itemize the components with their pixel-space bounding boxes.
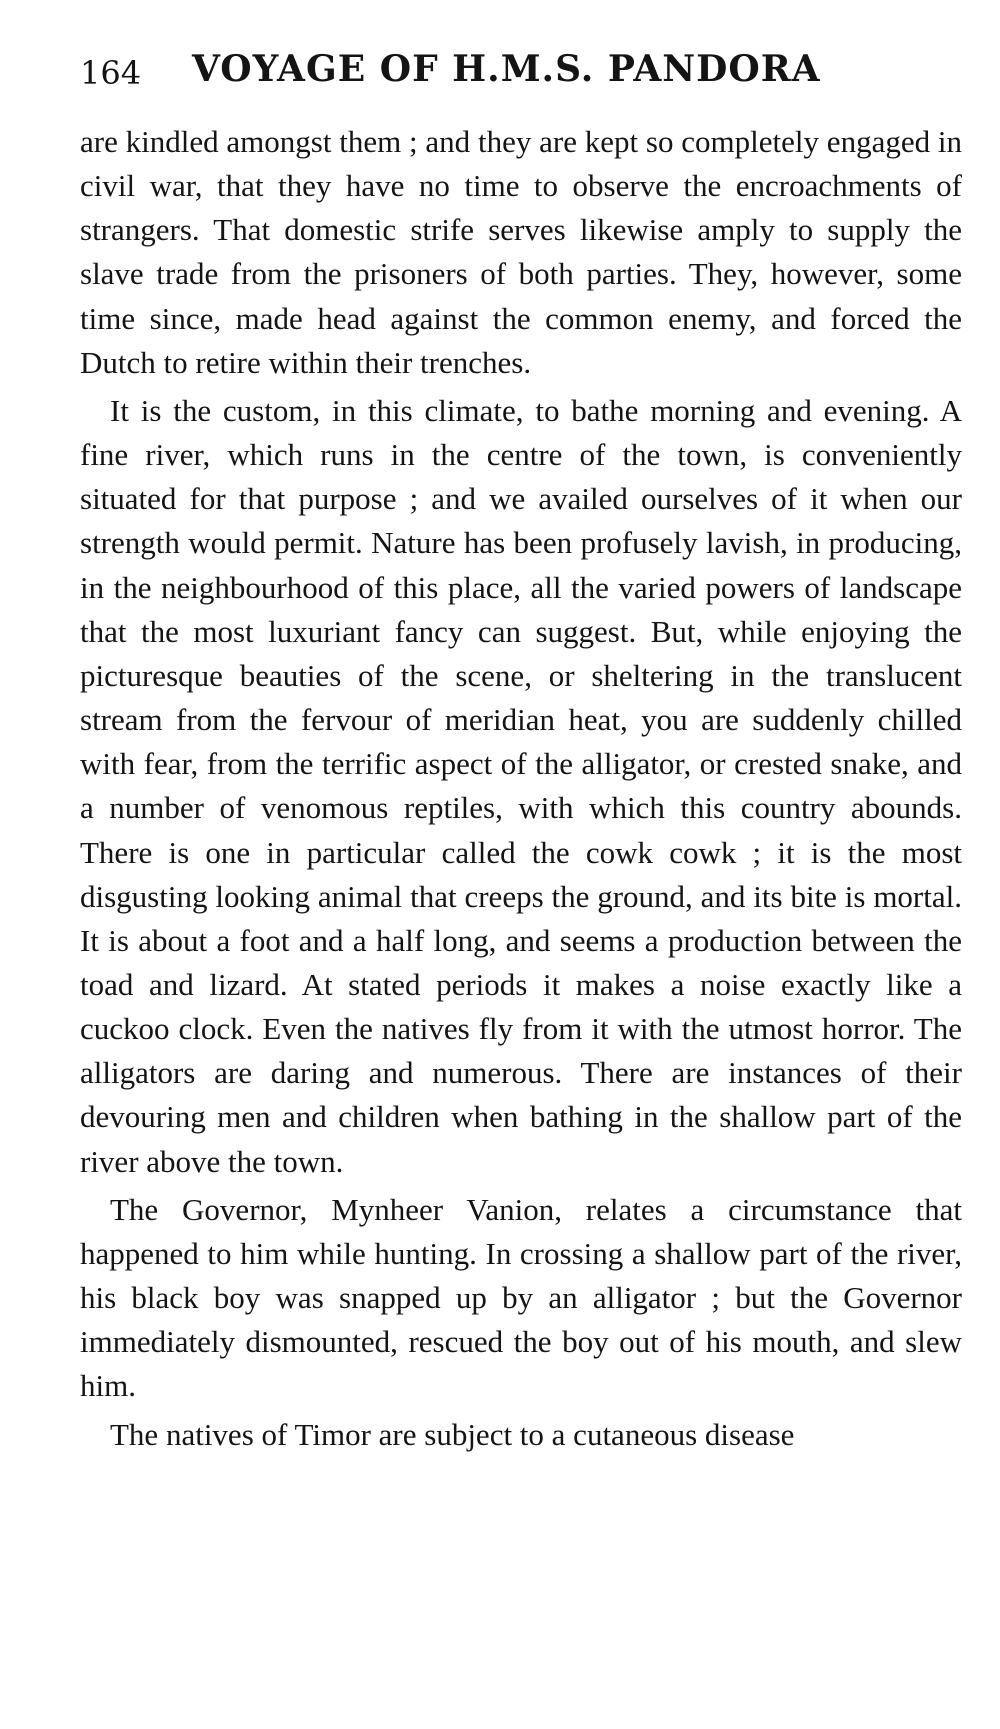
running-title: VOYAGE OF H.M.S. PANDORA bbox=[192, 48, 821, 90]
body-text bbox=[80, 120, 962, 1461]
paragraph-natives: The natives of Timor are subject to a cutaneous disease bbox=[110, 1416, 795, 1452]
page-header bbox=[80, 44, 960, 104]
page-number: 164 bbox=[80, 54, 142, 92]
paragraph-bathing: It is the custom, in this climate, to bathe morning and evening. A fine river, which runs in the centre of the town, is conveniently situated for that purpose ; and we availed ourselves of it when our strength would permit. Nature has been profusely lavish, in producing, in the neighbourhood of this place, all the varied powers of landscape that the most luxuriant fancy can suggest. But, while enjoying the picturesque beauties of the scene, or sheltering in the translucent stream from the fervour of meridian heat, you are suddenly chilled with fear, from the terrific aspect of the alligator, or crested snake, and a number of venomous reptiles, with which this country abounds. There is one in particular called the cowk cowk ; it is the most disgusting looking animal that creeps the ground, and its bite is mortal. It is about a foot and a half long, and seems a production between the toad and lizard. At stated periods it makes a noise exactly like a cuckoo clock. Even the natives fly from it with the utmost horror. The alligators are daring and numerous. There are instances of their devouring men and children when bathing in the shallow part of the river above the town. bbox=[80, 392, 962, 1179]
paragraph-governor: The Governor, Mynheer Vanion, relates a circumstance that happened to him while hunting. In crossing a shallow part of the river, his black boy was snapped up by an alligator ; but the Governor immediately dismounted, rescued the boy out of his mouth, and slew him. bbox=[80, 1191, 962, 1404]
paragraph-continued: are kindled amongst them ; and they are kept so completely engaged in civil war, that they have no time to observe the encroachments of strangers. That domestic strife serves likewise amply to supply the slave trade from the prisoners of both parties. They, however, some time since, made head against the common enemy, and forced the Dutch to retire within their trenches. bbox=[80, 124, 962, 380]
